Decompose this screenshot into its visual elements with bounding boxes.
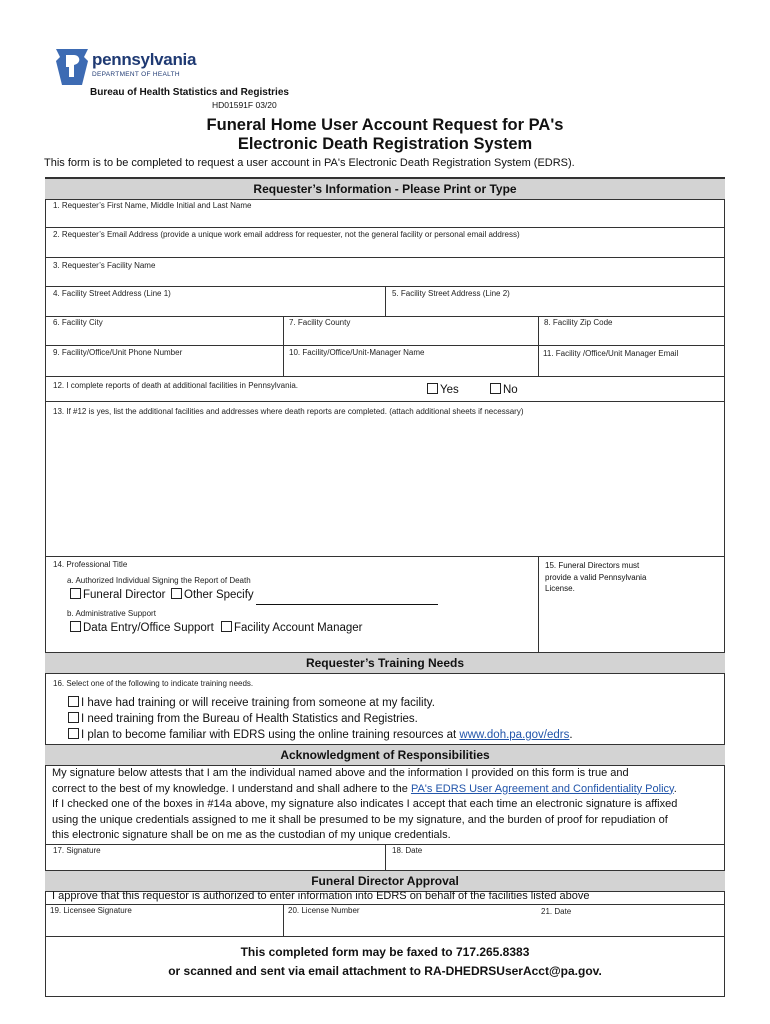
license-number-area[interactable]: [539, 598, 724, 650]
facility-account-manager-checkbox[interactable]: [221, 621, 232, 632]
funeral-director-label: Funeral Director: [83, 589, 166, 601]
facility-account-manager-label: Facility Account Manager: [234, 622, 363, 634]
form-number: HD01591F 03/20: [212, 100, 277, 110]
signature-date-field[interactable]: [386, 855, 724, 869]
street-line2-field[interactable]: [386, 298, 724, 314]
acknowledgment-text: [52, 766, 722, 844]
facility-zip-field[interactable]: [539, 328, 724, 344]
edrs-training-link[interactable]: www.doh.pa.gov/edrs: [459, 729, 570, 741]
section-training-needs: Requester’s Training Needs: [45, 652, 725, 674]
no-checkbox[interactable]: [490, 383, 501, 394]
training-option-3[interactable]: [68, 728, 573, 741]
user-agreement-link[interactable]: PA's EDRS User Agreement and Confidentiality Policy: [410, 782, 674, 795]
funeral-director-option[interactable]: [70, 588, 165, 601]
approval-text: I approve that this requestor is authorized to enter information into EDRS on behalf of the facilities listed above: [52, 890, 590, 902]
field-2-label: 2. Requester’s Email Address (provide a unique work email address for requester, not the general facility or personal email address): [53, 230, 520, 239]
ack-line-4: using the unique credentials assigned to me it shall be presumed to be my signature, and the burden of proof for repudiation of: [52, 813, 668, 826]
field-12-label: 12. I complete reports of death at additional facilities in Pennsylvania.: [53, 381, 299, 390]
field-19-label: 19. Licensee Signature: [50, 906, 132, 915]
no-option[interactable]: [490, 383, 518, 396]
training-option-3-text: I plan to become familiar with EDRS using the online training resources at: [81, 729, 460, 741]
additional-facilities-area[interactable]: [46, 418, 724, 554]
section-acknowledgment: Acknowledgment of Responsibilities: [45, 744, 725, 766]
field-15-label: 15. Funeral Directors must provide a valid Pennsylvania License.: [545, 561, 647, 593]
facility-name-field[interactable]: [46, 270, 724, 286]
footer-fax-line: This completed form may be faxed to 717.265.8383: [240, 945, 530, 959]
data-entry-label: Data Entry/Office Support: [83, 622, 214, 634]
license-number-field[interactable]: [284, 915, 534, 935]
field-5-label: 5. Facility Street Address (Line 2): [392, 289, 510, 298]
ack-line-2-text: correct to the best of my knowledge. I understand and shall adhere to the: [52, 782, 411, 795]
manager-name-field[interactable]: [284, 358, 537, 375]
ack-line-1: My signature below attests that I am the individual named above and the information I provided on this form is true and: [52, 767, 629, 779]
licensee-signature-field[interactable]: [46, 915, 282, 935]
field-17-label: 17. Signature: [53, 846, 101, 855]
ack-line-2-end: .: [673, 782, 677, 795]
training-option-3-checkbox[interactable]: [68, 728, 79, 739]
facility-account-manager-option[interactable]: [221, 621, 362, 634]
other-specify-option[interactable]: [171, 588, 254, 601]
field-21-label: 21. Date: [541, 907, 572, 916]
field-16-label: 16. Select one of the following to indicate training needs.: [53, 679, 254, 688]
field-7-label: 7. Facility County: [289, 318, 351, 327]
training-option-1-label: I have had training or will receive training from someone at my facility.: [81, 697, 435, 709]
field-4-label: 4. Facility Street Address (Line 1): [53, 289, 171, 298]
form-title-line2: Electronic Death Registration System: [237, 135, 533, 153]
field-1-label: 1. Requester’s First Name, Middle Initial and Last Name: [53, 201, 252, 210]
ack-line-3: If I checked one of the boxes in #14a above, my signature also indicates I accept that each time an electronic signature is affixed: [52, 798, 678, 810]
facility-county-field[interactable]: [284, 328, 537, 344]
other-specify-label: Other Specify: [184, 589, 254, 601]
pa-keystone-logo-icon: [52, 47, 92, 87]
training-option-1-checkbox[interactable]: [68, 696, 79, 707]
requester-email-field[interactable]: [46, 240, 724, 256]
training-option-2-label: I need training from the Bureau of Health Statistics and Registries.: [81, 713, 418, 725]
field-14a-label: a. Authorized Individual Signing the Report of Death: [67, 576, 251, 585]
field-3-label: 3. Requester’s Facility Name: [53, 261, 156, 270]
field-10-label: 10. Facility/Office/Unit-Manager Name: [289, 348, 425, 357]
logo-wordmark: pennsylvania: [92, 50, 197, 69]
field-13-label: 13. If #12 is yes, list the additional facilities and addresses where death reports are completed. (attach additional sheets if necessary): [53, 407, 524, 416]
field-18-label: 18. Date: [392, 846, 423, 855]
intro-text: This form is to be completed to request a user account in PA's Electronic Death Registration System (EDRS).: [44, 157, 575, 169]
facility-city-field[interactable]: [46, 328, 282, 344]
section-approval: Funeral Director Approval: [45, 870, 725, 892]
other-specify-checkbox[interactable]: [171, 588, 182, 599]
bureau-name: Bureau of Health Statistics and Registries: [90, 87, 289, 98]
training-option-2[interactable]: [68, 712, 418, 725]
yes-label: Yes: [440, 384, 459, 396]
field-14b-label: b. Administrative Support: [67, 609, 156, 618]
training-option-1[interactable]: [68, 696, 435, 709]
training-option-3-end: .: [569, 729, 573, 741]
street-line1-field[interactable]: [46, 298, 384, 314]
yes-checkbox[interactable]: [427, 383, 438, 394]
field-11-label: 11. Facility /Office/Unit Manager Email: [543, 349, 679, 358]
field-20-label: 20. License Number: [288, 906, 360, 915]
signature-field[interactable]: [46, 855, 384, 869]
logo-department: DEPARTMENT OF HEALTH: [92, 71, 180, 78]
phone-number-field[interactable]: [46, 358, 282, 375]
form-title-line1: Funeral Home User Account Request for PA's: [206, 116, 564, 134]
no-label: No: [503, 384, 518, 396]
data-entry-checkbox[interactable]: [70, 621, 81, 632]
footer-email-line: or scanned and sent via email attachment to RA-DHEDRSUserAcct@pa.gov.: [168, 964, 602, 978]
funeral-director-checkbox[interactable]: [70, 588, 81, 599]
yes-option[interactable]: [427, 383, 459, 396]
training-option-2-checkbox[interactable]: [68, 712, 79, 723]
ack-line-2: [52, 782, 722, 798]
approval-date-field[interactable]: [539, 915, 724, 935]
ack-line-5: this electronic signature shall be on me as the custodian of my unique credentials.: [52, 829, 451, 841]
field-6-label: 6. Facility City: [53, 318, 103, 327]
other-specify-line[interactable]: [256, 604, 438, 605]
data-entry-option[interactable]: [70, 621, 214, 634]
requester-name-field[interactable]: [46, 210, 724, 226]
section-requester-info: Requester’s Information - Please Print or Type: [45, 178, 725, 200]
field-8-label: 8. Facility Zip Code: [544, 318, 613, 327]
field-14-label: 14. Professional Title: [53, 560, 128, 569]
manager-email-field[interactable]: [539, 358, 724, 375]
field-9-label: 9. Facility/Office/Unit Phone Number: [53, 348, 183, 357]
